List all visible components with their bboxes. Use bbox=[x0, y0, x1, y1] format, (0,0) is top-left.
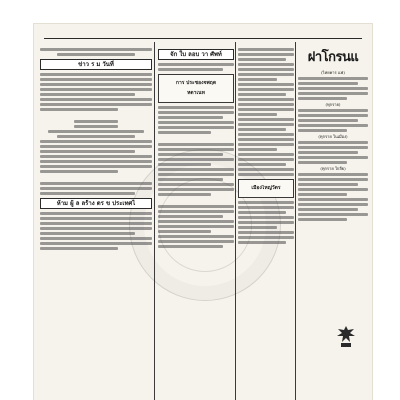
text-line bbox=[158, 235, 234, 238]
text-line bbox=[238, 48, 294, 51]
section-title: การ ประชองจพฤด bbox=[175, 80, 217, 86]
text-line bbox=[40, 187, 152, 190]
text-line bbox=[238, 93, 286, 96]
text-line bbox=[158, 173, 234, 176]
text-line bbox=[40, 108, 118, 111]
text-line bbox=[298, 208, 358, 211]
text-line bbox=[298, 77, 368, 80]
text-line bbox=[298, 114, 368, 117]
page-header-rule bbox=[44, 32, 362, 39]
text-line bbox=[238, 118, 294, 121]
text-line bbox=[238, 138, 294, 141]
text-line bbox=[40, 212, 152, 215]
text-line bbox=[158, 245, 223, 248]
text-line bbox=[158, 111, 234, 114]
text-line bbox=[238, 143, 294, 146]
garuda-emblem-icon bbox=[334, 324, 358, 350]
text-line bbox=[158, 215, 223, 218]
section-label-1: (ทุกราย) bbox=[325, 102, 341, 107]
text-line bbox=[298, 178, 368, 181]
text-line bbox=[158, 158, 234, 161]
text-line bbox=[238, 168, 294, 171]
text-line bbox=[40, 242, 152, 245]
text-line bbox=[298, 92, 368, 95]
text-line bbox=[238, 113, 277, 116]
text-line bbox=[238, 148, 277, 151]
text-line bbox=[74, 120, 119, 123]
text-line bbox=[238, 216, 294, 219]
text-line bbox=[158, 163, 211, 166]
text-line bbox=[158, 63, 234, 66]
text-line bbox=[298, 109, 368, 112]
text-line bbox=[238, 173, 294, 176]
text-line bbox=[40, 150, 135, 153]
text-line bbox=[298, 218, 347, 221]
box-title: จัก ใบ ลอบ วา ศัพท์ bbox=[158, 49, 234, 60]
text-line bbox=[298, 151, 358, 154]
text-line bbox=[238, 108, 294, 111]
text-line bbox=[298, 198, 368, 201]
text-line bbox=[40, 98, 152, 101]
text-line bbox=[57, 135, 135, 138]
text-line bbox=[40, 237, 152, 240]
text-line bbox=[40, 83, 152, 86]
text-line bbox=[48, 130, 143, 133]
text-line bbox=[298, 188, 368, 191]
text-line bbox=[40, 48, 152, 51]
masthead-subtitle: (ไทยคาร แฟ) bbox=[321, 70, 345, 75]
headline-box bbox=[238, 179, 294, 198]
text-line bbox=[158, 131, 211, 134]
text-line bbox=[238, 201, 294, 204]
text-line bbox=[238, 73, 294, 76]
text-line bbox=[158, 183, 234, 186]
text-line bbox=[298, 97, 347, 100]
text-line bbox=[298, 213, 368, 216]
column-c bbox=[238, 46, 294, 400]
section-label-3: (ทุกราย ใกลีย) bbox=[320, 166, 346, 171]
text-line bbox=[158, 230, 211, 233]
text-line bbox=[40, 145, 152, 148]
text-line bbox=[238, 103, 294, 106]
text-line bbox=[158, 225, 234, 228]
text-line bbox=[238, 226, 277, 229]
text-line bbox=[298, 82, 358, 85]
text-line bbox=[40, 227, 152, 230]
text-line bbox=[238, 221, 294, 224]
column-a bbox=[40, 46, 152, 400]
column-b bbox=[158, 46, 234, 400]
section-subtitle: หดาเนท bbox=[187, 90, 205, 96]
text-line bbox=[158, 143, 234, 146]
text-line bbox=[40, 192, 135, 195]
text-line bbox=[298, 183, 358, 186]
text-line bbox=[298, 129, 347, 132]
headline-1: ข่าว ร ม วันที่ bbox=[40, 59, 152, 70]
text-line bbox=[40, 78, 152, 81]
text-line bbox=[298, 146, 368, 149]
text-line bbox=[298, 193, 347, 196]
text-line bbox=[40, 160, 152, 163]
text-line bbox=[238, 231, 294, 234]
text-line bbox=[158, 168, 234, 171]
text-line bbox=[238, 78, 277, 81]
text-line bbox=[158, 68, 223, 71]
text-line bbox=[40, 103, 152, 106]
text-line bbox=[238, 158, 294, 161]
text-line bbox=[298, 141, 368, 144]
text-line bbox=[57, 53, 135, 56]
text-line bbox=[40, 217, 152, 220]
text-line bbox=[238, 128, 286, 131]
text-line bbox=[40, 182, 152, 185]
text-line bbox=[158, 116, 223, 119]
masthead-title: ฝาโกรนแ bbox=[307, 50, 359, 65]
text-line bbox=[238, 98, 294, 101]
text-line bbox=[74, 125, 119, 128]
text-line bbox=[298, 87, 368, 90]
text-line bbox=[238, 211, 286, 214]
text-line bbox=[158, 193, 211, 196]
text-line bbox=[158, 148, 234, 151]
text-line bbox=[298, 119, 358, 122]
text-line bbox=[158, 126, 234, 129]
newspaper-page bbox=[34, 24, 372, 400]
headline-2: ห้าม ผู้ ล ลร้าง ดร ข ประเทศไ bbox=[40, 198, 152, 209]
text-line bbox=[40, 232, 135, 235]
text-line bbox=[238, 133, 294, 136]
text-line bbox=[298, 124, 368, 127]
text-line bbox=[40, 88, 152, 91]
text-line bbox=[158, 205, 234, 208]
section-label-2: (ทุกราย ในเมือง) bbox=[318, 134, 348, 139]
text-line bbox=[238, 163, 286, 166]
text-line bbox=[158, 106, 234, 109]
text-line bbox=[238, 63, 294, 66]
text-line bbox=[238, 88, 294, 91]
text-line bbox=[158, 178, 223, 181]
text-line bbox=[238, 241, 286, 244]
text-line bbox=[298, 173, 368, 176]
text-line bbox=[158, 210, 234, 213]
text-line bbox=[238, 58, 286, 61]
text-line bbox=[298, 156, 368, 159]
text-line bbox=[298, 161, 347, 164]
text-line bbox=[238, 53, 294, 56]
text-line bbox=[158, 188, 234, 191]
text-line bbox=[40, 170, 118, 173]
column-c-headline: เมืองไหญ่วัตร bbox=[251, 185, 281, 191]
text-line bbox=[40, 165, 152, 168]
text-line bbox=[40, 140, 152, 143]
text-line bbox=[298, 203, 368, 206]
text-line bbox=[40, 247, 118, 250]
text-line bbox=[238, 236, 294, 239]
text-line bbox=[158, 240, 234, 243]
text-line bbox=[40, 222, 152, 225]
text-line bbox=[238, 123, 294, 126]
text-line bbox=[40, 73, 152, 76]
text-line bbox=[238, 83, 294, 86]
column-rule bbox=[295, 42, 296, 400]
section-box bbox=[158, 74, 234, 103]
text-line bbox=[158, 220, 234, 223]
text-line bbox=[40, 93, 135, 96]
text-line bbox=[238, 206, 294, 209]
text-line bbox=[238, 153, 294, 156]
text-line bbox=[238, 68, 294, 71]
text-line bbox=[158, 153, 223, 156]
text-line bbox=[40, 155, 152, 158]
text-line bbox=[158, 121, 234, 124]
